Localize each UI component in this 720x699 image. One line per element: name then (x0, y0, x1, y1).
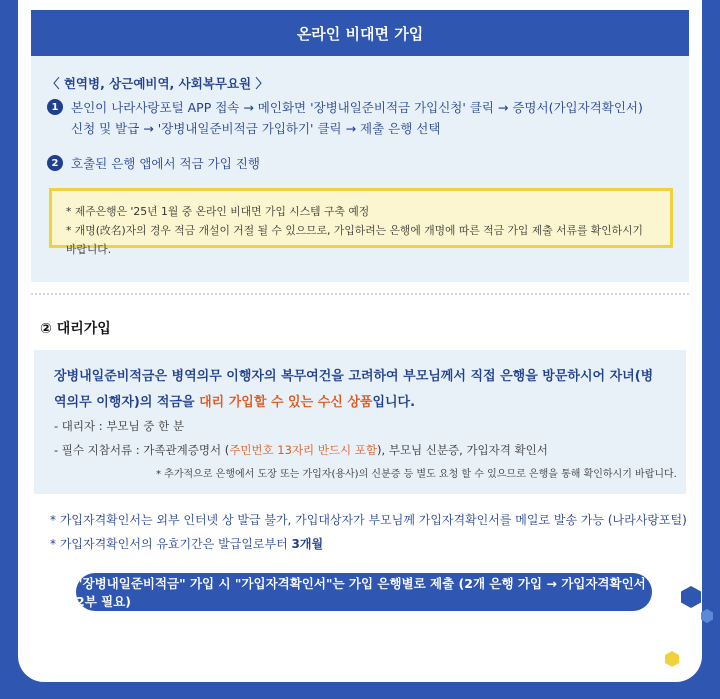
online-signup-panel (31, 10, 689, 282)
step-2-text: 호출된 은행 앱에서 적금 가입 진행 (71, 156, 260, 171)
validity-prefix: * 가입자격확인서의 유효기간은 발급일로부터 (50, 537, 292, 551)
proxy-signup-panel (34, 350, 686, 494)
required-docs-suffix: ), 부모님 신분증, 가입자격 확인서 (377, 443, 548, 457)
notice-box (49, 188, 673, 256)
content-card (18, 0, 702, 682)
small-blue-hexagon-icon (700, 608, 714, 624)
yellow-hexagon-icon (664, 650, 680, 668)
required-docs-highlight: 주민번호 13자리 반드시 포함 (229, 443, 378, 457)
notice-jeju-bank: * 제주은행은 '25년 1월 중 온라인 비대면 가입 시스템 구축 예정 (66, 205, 370, 218)
step-number-2-icon: 2 (47, 155, 63, 171)
required-docs-prefix: - 필수 지참서류 : 가족관계증명서 ( (54, 443, 230, 457)
step-2 (47, 153, 260, 174)
eligible-category-label: 〈 현역병, 상근예비역, 사회복무요원 〉 (47, 76, 268, 91)
proxy-intro-part2: 입니다. (372, 395, 416, 410)
proxy-intro-part1: 장병내일준비적금은 병역의무 이행자의 복무여건을 고려하여 부모님께서 직접 은행을 방문하시어 자녀(병역의무 이행자)의 적금을 (54, 369, 654, 410)
online-signup-header: 온라인 비대면 가입 (31, 10, 689, 56)
blue-hexagon-icon (680, 585, 702, 609)
step-1-text: 본인이 나라사랑포털 APP 접속 → 메인화면 '장병내일준비적금 가입신청' 클릭 → 증명서(가입자격확인서) 신청 및 발급 → '장병내일준비적금 가입하기' 클릭 → 제출 은행 선택 (71, 100, 643, 136)
proxy-additional-note: * 추가적으로 은행에서 도장 또는 가입자(용사)의 신분증 등 별도 요청 할 수 있으므로 은행을 통해 확인하시기 바랍니다. (156, 469, 677, 480)
bullet-certificate-issuance: * 가입자격확인서는 외부 인터넷 상 발급 불가, 가입대상자가 부모님께 가입자격확인서를 메일로 발송 가능 (나라사랑포털) (50, 513, 687, 527)
proxy-intro-highlight: 대리 가입할 수 있는 수신 상품 (199, 395, 373, 410)
bullet-certificate-validity (50, 535, 323, 552)
step-1 (47, 97, 657, 139)
required-docs-line (54, 442, 548, 458)
notice-name-change: * 개명(改名)자의 경우 적금 개설이 거절 될 수 있으므로, 가입하려는 은행에 개명에 따른 적금 가입 제출 서류를 확인하시기 바랍니다. (66, 224, 643, 256)
section-divider (31, 293, 689, 295)
submission-banner: "장병내일준비적금" 가입 시 "가입자격확인서"는 가입 은행별로 제출 (2개 은행 가입 → 가입자격확인서 2부 필요) (76, 573, 652, 611)
validity-period: 3개월 (291, 537, 324, 551)
proxy-intro-text (54, 364, 664, 416)
proxy-signup-title: ② 대리가입 (40, 321, 111, 337)
step-number-1-icon: 1 (47, 99, 63, 115)
proxy-agent-line: - 대리자 : 부모님 중 한 분 (54, 419, 184, 433)
